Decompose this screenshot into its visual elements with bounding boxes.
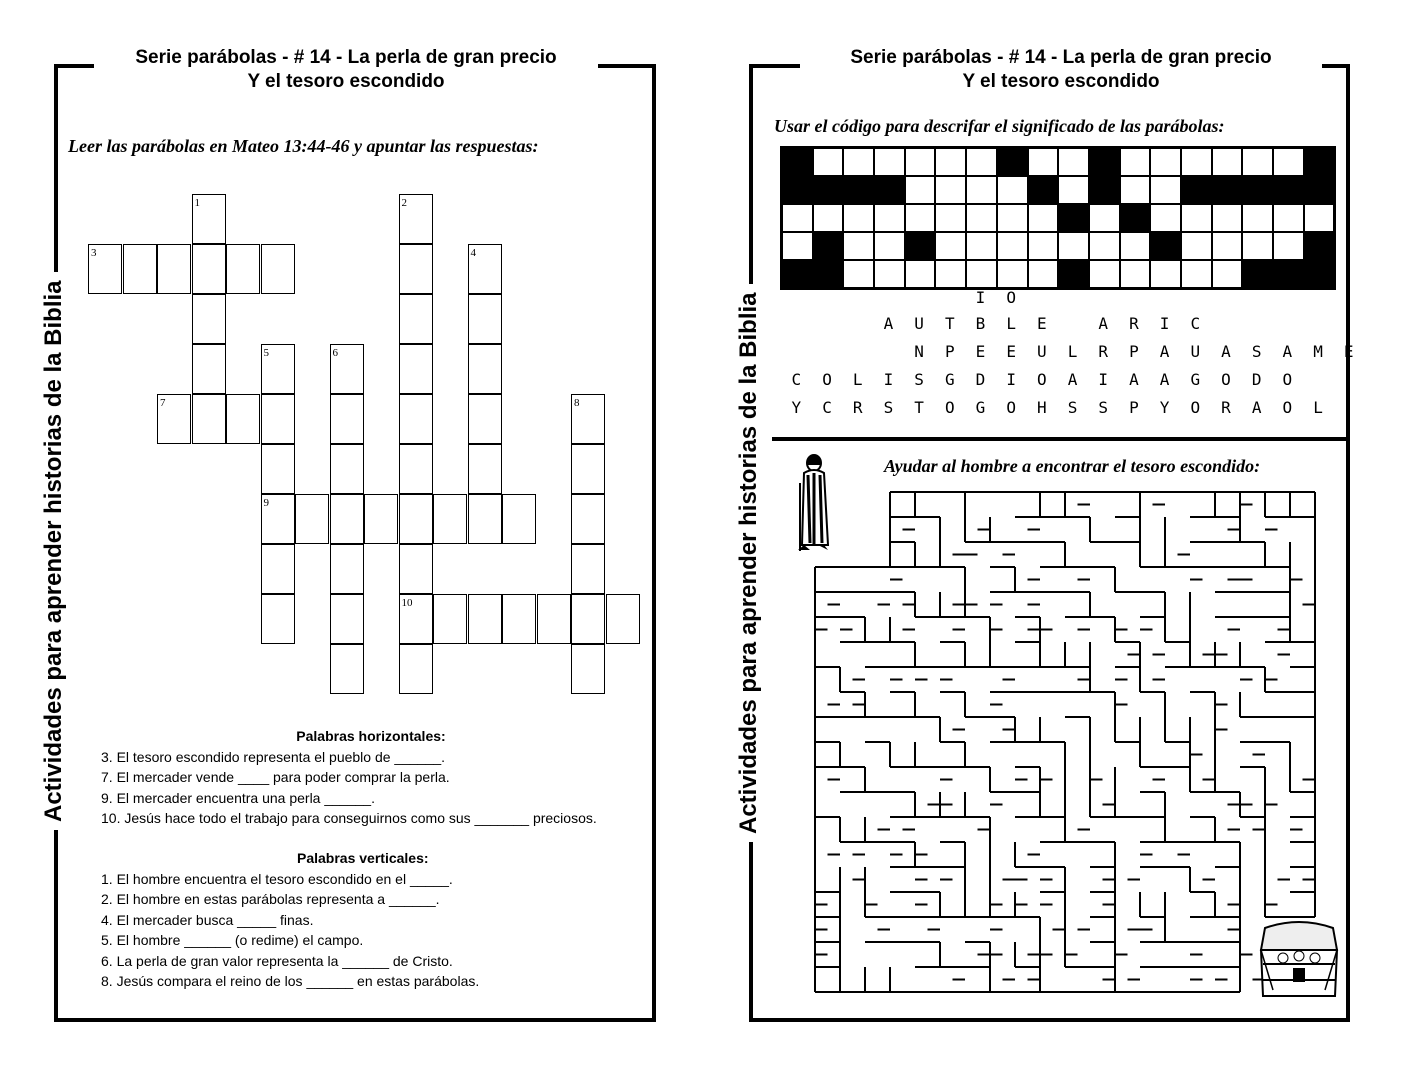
- code-cell[interactable]: [1304, 176, 1335, 204]
- code-cell[interactable]: [1028, 260, 1059, 288]
- right-side-title: Actividades para aprender historias de la Biblia: [735, 284, 763, 842]
- crossword-cell[interactable]: [571, 494, 605, 544]
- crossword-cell[interactable]: [364, 494, 398, 544]
- crossword-number: 2: [401, 197, 407, 209]
- code-cell[interactable]: [874, 148, 905, 176]
- code-cell[interactable]: [1120, 260, 1151, 288]
- crossword-cell[interactable]: [330, 594, 364, 644]
- code-cell[interactable]: [1120, 232, 1151, 260]
- crossword-cell[interactable]: [330, 644, 364, 694]
- code-cell[interactable]: [1028, 148, 1059, 176]
- code-cell[interactable]: [1242, 148, 1273, 176]
- crossword-cell[interactable]: [537, 594, 571, 644]
- crossword-cell[interactable]: [157, 394, 191, 444]
- code-cell[interactable]: [935, 176, 966, 204]
- code-cell[interactable]: [874, 232, 905, 260]
- crossword-cell[interactable]: [399, 494, 433, 544]
- code-cell[interactable]: [1181, 176, 1212, 204]
- crossword-cell[interactable]: [571, 444, 605, 494]
- code-cell[interactable]: [905, 176, 936, 204]
- crossword-cell[interactable]: [192, 394, 226, 444]
- code-cell[interactable]: [874, 260, 905, 288]
- crossword-cell[interactable]: [468, 294, 502, 344]
- clue-across: 3. El tesoro escondido representa el pueblo de ______.: [101, 748, 446, 765]
- code-cell[interactable]: [966, 204, 997, 232]
- code-cell[interactable]: [782, 176, 813, 204]
- crossword-cell[interactable]: [399, 344, 433, 394]
- crossword-number: 4: [470, 247, 476, 259]
- crossword-cell[interactable]: [261, 544, 295, 594]
- crossword-cell[interactable]: [399, 244, 433, 294]
- crossword-cell[interactable]: [399, 644, 433, 694]
- code-cell[interactable]: [1242, 260, 1273, 288]
- crossword-number: 9: [263, 497, 269, 509]
- across-clues: [101, 726, 641, 829]
- crossword-cell[interactable]: [571, 644, 605, 694]
- code-cell[interactable]: [1058, 204, 1089, 232]
- code-cell[interactable]: [1242, 176, 1273, 204]
- code-cell[interactable]: [843, 204, 874, 232]
- code-cell[interactable]: [1212, 204, 1243, 232]
- code-letter-row: Y C R S T O G O H S S P Y O R A O L: [791, 398, 1323, 417]
- code-cell[interactable]: [905, 260, 936, 288]
- crossword-cell[interactable]: [468, 494, 502, 544]
- left-side-title: Actividades para aprender historias de la Biblia: [40, 272, 68, 830]
- crossword-cell[interactable]: [606, 594, 640, 644]
- code-cell[interactable]: [1273, 260, 1304, 288]
- crossword-cell[interactable]: [468, 344, 502, 394]
- code-cell[interactable]: [997, 260, 1028, 288]
- clue-down: 4. El mercader busca _____ finas.: [101, 911, 314, 928]
- code-letter-row: A U T B L E A R I C: [883, 314, 1201, 333]
- code-cell[interactable]: [1150, 260, 1181, 288]
- crossword-number: 8: [574, 397, 580, 409]
- code-cell[interactable]: [966, 260, 997, 288]
- crossword-cell[interactable]: [192, 344, 226, 394]
- crossword-cell[interactable]: [468, 244, 502, 294]
- right-page-title: Serie parábolas - # 14 - La perla de gran precio Y el tesoro escondido: [800, 46, 1322, 94]
- crossword-cell[interactable]: [88, 244, 122, 294]
- code-cell[interactable]: [905, 148, 936, 176]
- code-cell[interactable]: [905, 204, 936, 232]
- code-cell[interactable]: [1089, 232, 1120, 260]
- crossword-number: 3: [91, 247, 97, 259]
- code-cell[interactable]: [843, 260, 874, 288]
- code-cell[interactable]: [997, 148, 1028, 176]
- crossword-cell[interactable]: [330, 344, 364, 394]
- crossword-cell[interactable]: [330, 494, 364, 544]
- crossword-cell[interactable]: [399, 594, 433, 644]
- crossword-cell[interactable]: [399, 544, 433, 594]
- clue-down: 5. El hombre ______ (o redime) el campo.: [101, 932, 364, 948]
- code-cell[interactable]: [1089, 204, 1120, 232]
- crossword-instruction: Leer las parábolas en Mateo 13:44-46 y apuntar las respuestas:: [68, 136, 539, 156]
- crossword-cell[interactable]: [123, 244, 157, 294]
- code-cell[interactable]: [997, 176, 1028, 204]
- code-cell[interactable]: [966, 176, 997, 204]
- crossword-cell[interactable]: [261, 394, 295, 444]
- crossword-number: 5: [263, 347, 269, 359]
- left-page-title: Serie parábolas - # 14 - La perla de gran precio Y el tesoro escondido: [94, 46, 598, 94]
- code-cell[interactable]: [782, 232, 813, 260]
- code-cell[interactable]: [1181, 232, 1212, 260]
- code-letter-row: N P E E U L R P A U A S A M E: [914, 342, 1354, 361]
- code-cell[interactable]: [813, 232, 844, 260]
- code-cell[interactable]: [997, 204, 1028, 232]
- code-cell[interactable]: [935, 232, 966, 260]
- code-cell[interactable]: [782, 260, 813, 288]
- code-cell[interactable]: [1212, 260, 1243, 288]
- maze[interactable]: [810, 490, 1320, 1000]
- crossword-cell[interactable]: [468, 594, 502, 644]
- crossword-cell[interactable]: [433, 594, 467, 644]
- code-cell[interactable]: [843, 148, 874, 176]
- crossword-cell[interactable]: [157, 244, 191, 294]
- crossword-cell[interactable]: [295, 494, 329, 544]
- code-cell[interactable]: [813, 204, 844, 232]
- clue-down: 6. La perla de gran valor representa la ______ de Cristo.: [101, 952, 453, 969]
- crossword-cell[interactable]: [571, 544, 605, 594]
- crossword-cell[interactable]: [399, 394, 433, 444]
- code-cell[interactable]: [1212, 232, 1243, 260]
- code-cell[interactable]: [997, 232, 1028, 260]
- section-divider: [772, 437, 1346, 441]
- across-header: Palabras horizontales:: [296, 728, 446, 744]
- code-cell[interactable]: [813, 260, 844, 288]
- code-cell[interactable]: [966, 148, 997, 176]
- crossword-cell[interactable]: [468, 444, 502, 494]
- code-cell[interactable]: [935, 204, 966, 232]
- crossword-cell[interactable]: [399, 444, 433, 494]
- clue-down: 2. El hombre en estas parábolas representa a ______.: [101, 891, 440, 907]
- crossword-cell[interactable]: [226, 394, 260, 444]
- code-cell[interactable]: [1242, 204, 1273, 232]
- code-cell[interactable]: [1150, 148, 1181, 176]
- crossword-number: 10: [401, 597, 413, 609]
- code-cell[interactable]: [1058, 232, 1089, 260]
- code-cell[interactable]: [782, 204, 813, 232]
- code-cell[interactable]: [813, 148, 844, 176]
- crossword-cell[interactable]: [330, 544, 364, 594]
- code-cell[interactable]: [843, 176, 874, 204]
- code-cell[interactable]: [905, 232, 936, 260]
- code-cell[interactable]: [1120, 148, 1151, 176]
- code-cell[interactable]: [1212, 176, 1243, 204]
- code-cell[interactable]: [1273, 176, 1304, 204]
- crossword-cell[interactable]: [261, 244, 295, 294]
- code-cell[interactable]: [1181, 260, 1212, 288]
- crossword-cell[interactable]: [502, 494, 536, 544]
- crossword-cell[interactable]: [330, 394, 364, 444]
- down-clues: [101, 848, 641, 992]
- code-instruction: Usar el código para descrifar el significado de las parábolas:: [774, 116, 1225, 136]
- code-cell[interactable]: [1304, 232, 1335, 260]
- clue-across: 9. El mercader encuentra una perla ______.: [101, 789, 375, 806]
- crossword-cell[interactable]: [399, 194, 433, 244]
- crossword-cell[interactable]: [433, 494, 467, 544]
- code-cell[interactable]: [1058, 148, 1089, 176]
- crossword-cell[interactable]: [261, 444, 295, 494]
- crossword-cell[interactable]: [571, 594, 605, 644]
- code-cell[interactable]: [843, 232, 874, 260]
- code-cell[interactable]: [1028, 232, 1059, 260]
- code-cell[interactable]: [1150, 232, 1181, 260]
- code-cell[interactable]: [1028, 204, 1059, 232]
- code-cell[interactable]: [1120, 176, 1151, 204]
- code-cell[interactable]: [1304, 204, 1335, 232]
- code-cell[interactable]: [1120, 204, 1151, 232]
- code-cell[interactable]: [1273, 232, 1304, 260]
- code-cell[interactable]: [1089, 260, 1120, 288]
- code-cell[interactable]: [1242, 232, 1273, 260]
- clue-down: 1. El hombre encuentra el tesoro escondido en el _____.: [101, 870, 453, 887]
- crossword-cell[interactable]: [502, 594, 536, 644]
- code-cell[interactable]: [1212, 148, 1243, 176]
- code-cell[interactable]: [1273, 204, 1304, 232]
- crossword-number: 7: [160, 397, 166, 409]
- crossword-number: 1: [194, 197, 200, 209]
- clue-down: 8. Jesús compara el reino de los ______ en estas parábolas.: [101, 973, 480, 989]
- code-cell[interactable]: [1304, 148, 1335, 176]
- code-cell[interactable]: [1089, 148, 1120, 176]
- code-cell[interactable]: [813, 176, 844, 204]
- crossword-cell[interactable]: [399, 294, 433, 344]
- code-letter-row: C O L I S G D I O A I A A G O D O: [791, 370, 1293, 389]
- code-cell[interactable]: [1058, 176, 1089, 204]
- down-header: Palabras verticales:: [297, 850, 429, 866]
- crossword-cell[interactable]: [192, 244, 226, 294]
- crossword-cell[interactable]: [261, 494, 295, 544]
- crossword-cell[interactable]: [571, 394, 605, 444]
- code-cell[interactable]: [1058, 260, 1089, 288]
- treasure-chest-icon: [1253, 920, 1345, 1000]
- code-cell[interactable]: [1181, 148, 1212, 176]
- code-cell[interactable]: [1028, 176, 1059, 204]
- code-grid: [780, 146, 1336, 290]
- code-cell[interactable]: [1150, 176, 1181, 204]
- code-cell[interactable]: [1181, 204, 1212, 232]
- clue-across: 7. El mercader vende ____ para poder comprar la perla.: [101, 769, 450, 785]
- crossword-cell[interactable]: [261, 594, 295, 644]
- crossword-cell[interactable]: [261, 344, 295, 394]
- crossword-cell[interactable]: [192, 294, 226, 344]
- code-cell[interactable]: [1150, 204, 1181, 232]
- code-cell[interactable]: [874, 204, 905, 232]
- maze-instruction: Ayudar al hombre a encontrar el tesoro escondido:: [884, 456, 1261, 476]
- crossword-cell[interactable]: [330, 444, 364, 494]
- crossword-number: 6: [332, 347, 338, 359]
- code-letter-row: I O: [975, 288, 1016, 307]
- crossword-cell[interactable]: [468, 394, 502, 444]
- code-cell[interactable]: [935, 148, 966, 176]
- code-cell[interactable]: [1089, 176, 1120, 204]
- clue-across: 10. Jesús hace todo el trabajo para conseguirnos como sus _______ preciosos.: [101, 810, 597, 826]
- code-cell[interactable]: [935, 260, 966, 288]
- code-cell[interactable]: [782, 148, 813, 176]
- code-cell[interactable]: [874, 176, 905, 204]
- code-cell[interactable]: [966, 232, 997, 260]
- crossword-cell[interactable]: [226, 244, 260, 294]
- crossword-cell[interactable]: [192, 194, 226, 244]
- code-cell[interactable]: [1304, 260, 1335, 288]
- code-cell[interactable]: [1273, 148, 1304, 176]
